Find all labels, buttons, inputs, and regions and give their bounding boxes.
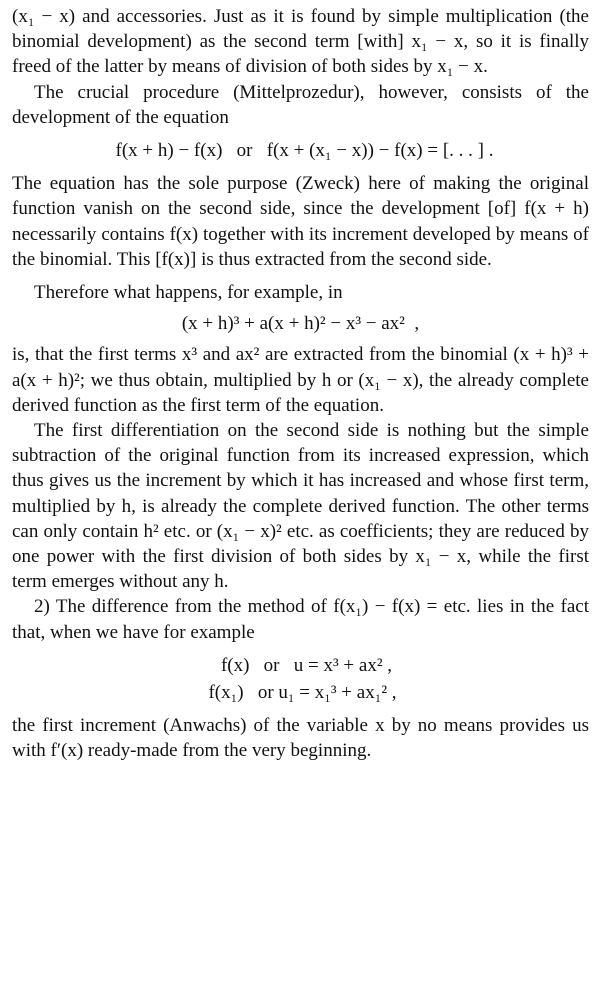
paragraph-6: The first differentiation on the second side is nothing but the simple subtraction of the original function from its increased expression, which thus gives us the increment by which it has increased and whose first term, multiplied by h, is already the complete derived function. The other terms can only contain h² etc. or (x₁ − x)² etc. as coefficients; they are reduced by one power with the first division of both sides by x₁ − x, while the first term emerges without any h. bbox=[12, 420, 589, 593]
equation-4: f(x₁) or u₁ = x₁³ + ax₁² , bbox=[208, 682, 397, 704]
equation-3: f(x) or u = x³ + ax² , bbox=[220, 654, 393, 676]
paragraph-7: 2) The difference from the method of f(x₁) − f(x) = etc. lies in the fact that, when we have for example bbox=[12, 596, 589, 643]
paragraph-8: the first increment (Anwachs) of the variable x by no means provides us with f′(x) ready-made from the very beginning. bbox=[12, 715, 589, 762]
page-text bbox=[12, 4, 589, 764]
paragraph-3: The equation has the sole purpose (Zweck) here of making the original function vanish on the second side, since the development [of] f(x + h) necessarily contains f(x) together with its increment developed by means of the binomial. This [f(x)] is thus extracted from the second side. bbox=[12, 173, 589, 270]
paragraph-1: (x₁ − x) and accessories. Just as it is found by simple multiplication (the binomial development) as the second term [with] x₁ − x, so it is finally freed of the latter by means of division of both sides by x₁ − x. bbox=[12, 6, 589, 78]
equation-1: f(x + h) − f(x) or f(x + (x₁ − x)) − f(x) = [. . . ] . bbox=[115, 140, 494, 162]
paragraph-5: is, that the first terms x³ and ax² are extracted from the binomial (x + h)³ + a(x + h)²; we thus obtain, multiplied by h or (x₁ − x), the already complete derived function as the first term of the equation. bbox=[12, 344, 589, 416]
equation-2: (x + h)³ + a(x + h)² − x³ − ax² , bbox=[181, 313, 420, 335]
paragraph-2: The crucial procedure (Mittelprozedur), however, consists of the development of the equation bbox=[12, 81, 589, 128]
paragraph-4: Therefore what happens, for example, in bbox=[34, 282, 343, 304]
